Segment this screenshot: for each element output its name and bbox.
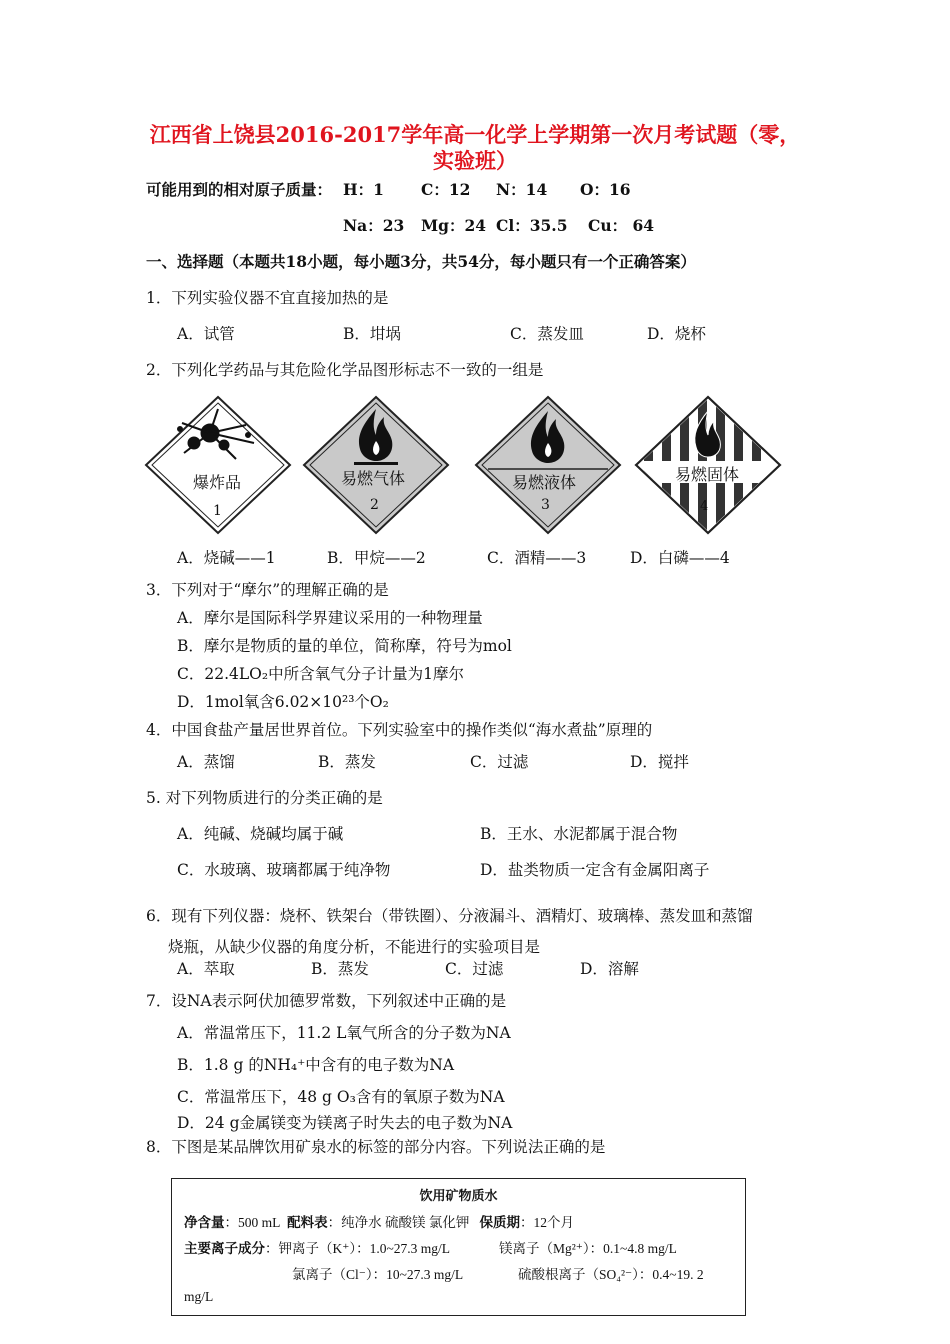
q3-option-c: C．22.4LO₂中所含氧气分子计量为1摩尔: [177, 665, 464, 683]
q1-stem: 1．下列实验仪器不宜直接加热的是: [146, 289, 389, 307]
q7-stem: 7．设NA表示阿伏加德罗常数，下列叙述中正确的是: [146, 992, 507, 1010]
hazard-num-3: 3: [541, 497, 550, 513]
q6-option-c: C．过滤: [445, 960, 504, 978]
ingredients-value: ：纯净水 硫酸镁 氯化钾: [327, 1215, 470, 1230]
atomic-mass-o: O：16: [580, 180, 631, 199]
q7-option-a: A．常温常压下，11.2 L氧气所含的分子数为NA: [177, 1024, 511, 1042]
q3-option-b: B．摩尔是物质的量的单位，简称摩，符号为mol: [177, 637, 512, 655]
q5-option-d: D．盐类物质一定含有金属阳离子: [480, 861, 710, 879]
q3-stem: 3．下列对于“摩尔”的理解正确的是: [146, 581, 389, 599]
atomic-mass-label: 可能用到的相对原子质量：: [146, 180, 333, 199]
q7-option-c: C．常温常压下，48 g O₃含有的氧原子数为NA: [177, 1088, 505, 1106]
q6-option-d: D．溶解: [580, 960, 639, 978]
atomic-mass-cl: Cl：35.5: [496, 216, 568, 235]
hazard-label-1: 爆炸品: [193, 473, 242, 492]
hazard-num-2: 2: [370, 497, 379, 513]
q1-option-c: C．蒸发皿: [510, 325, 584, 343]
q4-stem: 4．中国食盐产量居世界首位。下列实验室中的操作类似“海水煮盐”原理的: [146, 721, 653, 739]
atomic-mass-h: H：1: [343, 180, 384, 199]
ion-sulfate-unit: mg/L: [184, 1289, 214, 1304]
atomic-mass-na: Na：23: [343, 216, 405, 235]
ingredients-label: 配料表: [287, 1215, 328, 1230]
hazard-label-4: 易燃固体: [675, 465, 740, 484]
atomic-mass-n: N：14: [496, 180, 548, 199]
hazard-num-4: 4: [700, 499, 709, 514]
q1-option-a: A．试管: [177, 325, 235, 343]
q7-option-d: D．24 g金属镁变为镁离子时失去的电子数为NA: [177, 1114, 513, 1132]
q6-stem-line2: 烧瓶，从缺少仪器的角度分析，不能进行的实验项目是: [168, 938, 541, 956]
section-heading: 一、选择题（本题共18小题，每小题3分，共54分，每小题只有一个正确答案）: [146, 252, 696, 271]
q3-option-d: D．1mol氧含6.02×10²³个O₂: [177, 693, 389, 711]
page-title-line1: 江西省上饶县2016-2017学年高一化学上学期第一次月考试题（零，: [149, 122, 801, 147]
hazard-sign-flammable-liquid: [474, 395, 622, 539]
hazard-num-1: 1: [213, 503, 222, 519]
mineral-water-label: [171, 1178, 746, 1316]
ion-magnesium: 镁离子（Mg²⁺）：0.1~4.8 mg/L: [499, 1241, 677, 1256]
q4-option-b: B．蒸发: [318, 753, 376, 771]
net-content-value: ：500 mL: [224, 1215, 281, 1230]
q2-option-c: C．酒精——3: [487, 549, 587, 567]
hazard-label-3: 易燃液体: [512, 473, 577, 492]
q8-stem: 8．下图是某品牌饮用矿泉水的标签的部分内容。下列说法正确的是: [146, 1138, 606, 1156]
net-content-label: 净含量: [184, 1215, 225, 1230]
q5-option-b: B．王水、水泥都属于混合物: [480, 825, 678, 843]
q4-option-c: C．过滤: [470, 753, 529, 771]
q1-option-b: B．坩埚: [343, 325, 401, 343]
ion-chloride: 氯离子（Cl⁻）：10~27.3 mg/L: [292, 1267, 464, 1282]
ion-sulfate: 硫酸根离子（SO₄²⁻）：0.4~19. 2: [518, 1267, 704, 1282]
q3-option-a: A．摩尔是国际科学界建议采用的一种物理量: [177, 609, 483, 627]
ion-potassium: ：钾离子（K⁺）：1.0~27.3 mg/L: [265, 1241, 451, 1256]
q5-option-a: A．纯碱、烧碱均属于碱: [177, 825, 344, 843]
ions-label: 主要离子成分: [184, 1241, 265, 1256]
q1-option-d: D．烧杯: [647, 325, 706, 343]
q2-stem: 2．下列化学药品与其危险化学品图形标志不一致的一组是: [146, 361, 544, 379]
q6-stem-line1: 6．现有下列仪器：烧杯、铁架台（带铁圈）、分液漏斗、酒精灯、玻璃棒、蒸发皿和蒸馏: [146, 907, 753, 925]
atomic-mass-c: C：12: [421, 180, 471, 199]
atomic-mass-cu: Cu： 64: [588, 216, 655, 235]
shelf-life-label: 保质期: [479, 1215, 520, 1230]
q5-option-c: C．水玻璃、玻璃都属于纯净物: [177, 861, 391, 879]
q6-option-b: B．蒸发: [311, 960, 369, 978]
q2-option-a: A．烧碱——1: [177, 549, 276, 567]
label-row-1: [184, 1211, 574, 1231]
q4-option-a: A．蒸馏: [177, 753, 235, 771]
label-row-2: [184, 1237, 450, 1257]
hazard-label-2: 易燃气体: [341, 469, 406, 488]
q7-option-b: B．1.8 g 的NH₄⁺中含有的电子数为NA: [177, 1056, 455, 1074]
q6-option-a: A．萃取: [177, 960, 235, 978]
atomic-mass-mg: Mg：24: [421, 216, 487, 235]
q2-option-d: D．白磷——4: [630, 549, 730, 567]
page-title-line2: 实验班）: [433, 148, 517, 173]
q4-option-d: D．搅拌: [630, 753, 689, 771]
label-title: 饮用矿物质水: [419, 1189, 498, 1204]
q2-option-b: B．甲烷——2: [327, 549, 426, 567]
shelf-life-value: ：12个月: [520, 1215, 574, 1230]
q5-stem: 5. 对下列物质进行的分类正确的是: [146, 789, 383, 807]
